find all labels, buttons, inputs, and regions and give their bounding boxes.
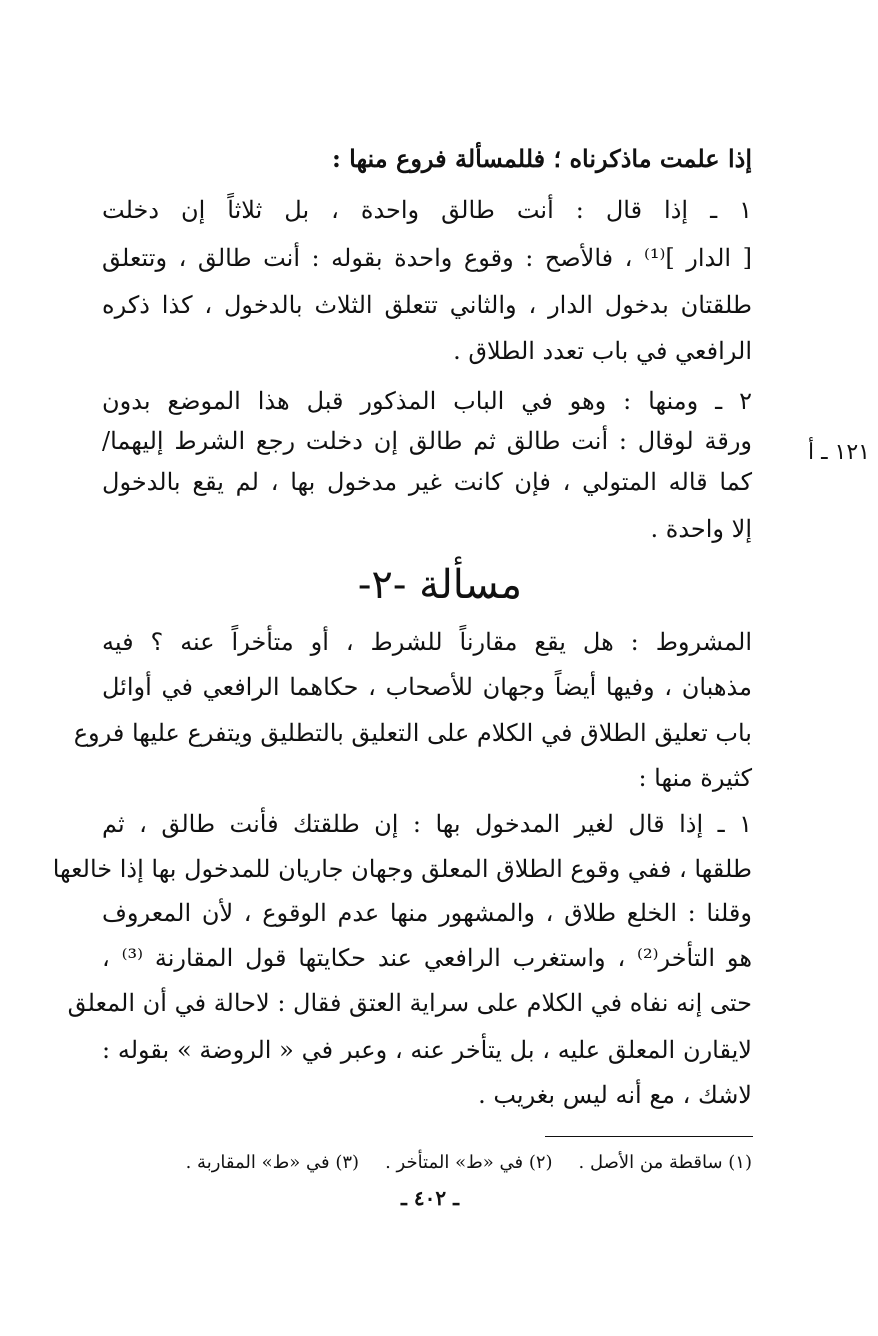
text-line: طلقتان بدخول الدار ، والثاني تتعلق الثلاث بالدخول ، كذا ذكره xyxy=(102,291,752,319)
footnote-item: (٢) في «ط» المتأخر . xyxy=(385,1152,553,1173)
text-line: وقلنا : الخلع طلاق ، والمشهور منها عدم الوقوع ، لأن المعروف xyxy=(102,899,752,927)
text-line: ١ ـ إذا قال : أنت طالق واحدة ، بل ثلاثاً إن دخلت xyxy=(102,196,752,224)
text-line: لاشك ، مع أنه ليس بغريب . xyxy=(478,1081,752,1109)
text-line: إلا واحدة . xyxy=(650,515,752,543)
text-line: حتى إنه نفاه في الكلام على سراية العتق فقال : لاحالة في أن المعلق xyxy=(67,989,752,1017)
text-line: باب تعليق الطلاق في الكلام على التعليق بالتطليق ويتفرع عليها فروع xyxy=(73,719,752,747)
text-line: [ الدار ]⁽¹⁾ ، فالأصح : وقوع واحدة بقوله : أنت طالق ، وتتعلق xyxy=(102,244,752,272)
text-line: الرافعي في باب تعدد الطلاق . xyxy=(453,337,752,365)
text-line: مذهبان ، وفيها أيضاً وجهان للأصحاب ، حكاهما الرافعي في أوائل xyxy=(102,673,752,701)
text-line: لايقارن المعلق عليه ، بل يتأخر عنه ، وعبر في « الروضة » بقوله : xyxy=(102,1036,752,1064)
text-line: طلقها ، ففي وقوع الطلاق المعلق وجهان جاريان للمدخول بها إذا خالعها xyxy=(52,855,752,883)
footnotes xyxy=(102,1148,752,1178)
intro-line: إذا علمت ماذكرناه ؛ فللمسألة فروع منها : xyxy=(331,144,752,173)
margin-folio-note: ١٢١ ـ أ xyxy=(808,440,870,465)
text-line: ورقة لوقال : أنت طالق ثم طالق إن دخلت رجع الشرط إليهما/ xyxy=(102,427,752,455)
footnote-item: (٣) في «ط» المقاربة . xyxy=(185,1152,360,1173)
section-heading: مسألة -٢- xyxy=(357,562,523,608)
text-line: هو التأخر⁽²⁾ ، واستغرب الرافعي عند حكايتها قول المقارنة ⁽³⁾ ، xyxy=(102,944,752,972)
page-number: ـ ٤٠٢ ـ xyxy=(401,1186,459,1210)
footnote-divider xyxy=(545,1136,753,1137)
text-line: ٢ ـ ومنها : وهو في الباب المذكور قبل هذا الموضع بدون xyxy=(102,387,752,415)
text-line: كما قاله المتولي ، فإن كانت غير مدخول بها ، لم يقع بالدخول xyxy=(102,468,752,496)
text-line: كثيرة منها : xyxy=(638,764,752,792)
text-line: المشروط : هل يقع مقارناً للشرط ، أو متأخراً عنه ؟ فيه xyxy=(102,628,752,656)
footnote-item: (١) ساقطة من الأصل . xyxy=(578,1152,752,1173)
text-line: ١ ـ إذا قال لغير المدخول بها : إن طلقتك فأنت طالق ، ثم xyxy=(102,810,752,838)
